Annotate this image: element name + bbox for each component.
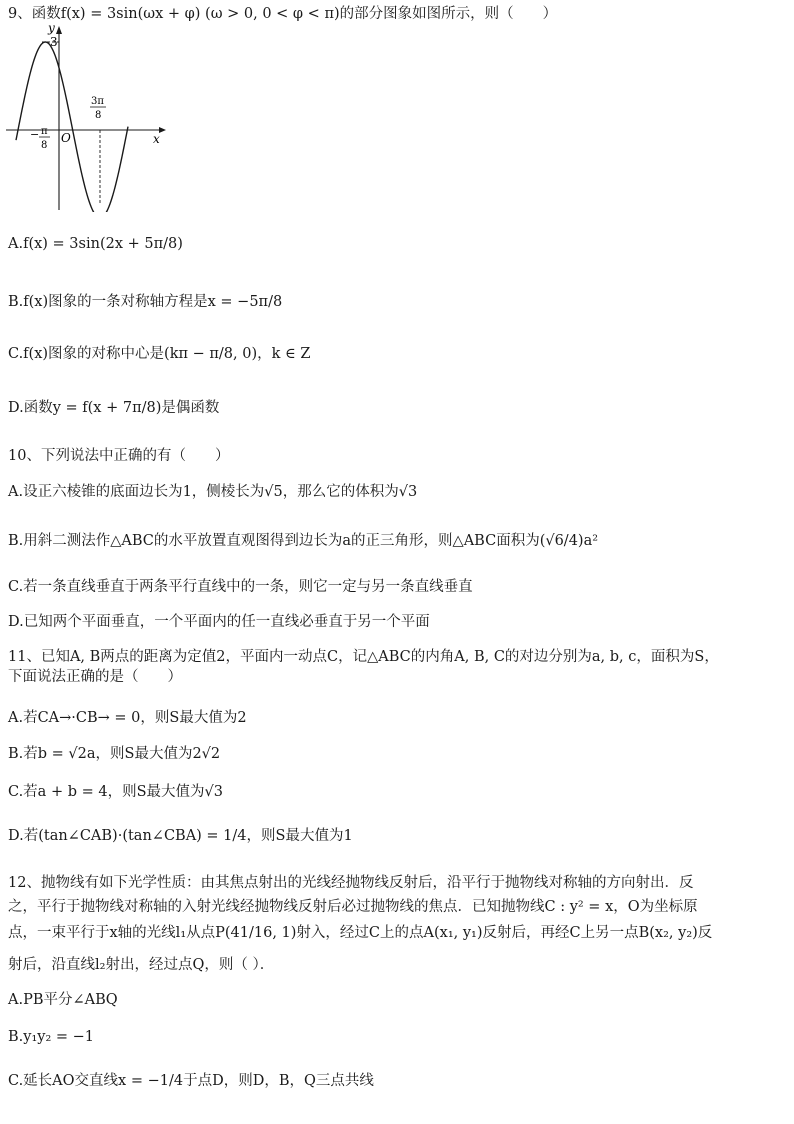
- q9-option-b: B.f(x)图象的一条对称轴方程是x = −5π/8: [8, 294, 283, 310]
- q11-stem-line1: 11、已知A, B两点的距离为定值2，平面内一动点C，记△ABC的内角A, B, C的对边分别为a, b, c，面积为S，: [8, 649, 719, 665]
- q9-max-label: 3: [50, 35, 58, 49]
- q12-stem-line2: 之，平行于抛物线对称轴的入射光线经抛物线反射后必过抛物线的焦点．已知抛物线C : y² = x，O为坐标原: [8, 899, 698, 915]
- q10-option-c: C.若一条直线垂直于两条平行直线中的一条，则它一定与另一条直线垂直: [8, 579, 473, 595]
- q9-origin-label: O: [61, 131, 71, 145]
- q9-x-label: x: [153, 132, 160, 146]
- q11-option-a: A.若CA→·CB→ = 0，则S最大值为2: [8, 710, 247, 726]
- q11-option-b: B.若b = √2a，则S最大值为2√2: [8, 746, 221, 762]
- q9-option-d: D.函数y = f(x + 7π/8)是偶函数: [8, 400, 220, 416]
- q10-option-d: D.已知两个平面垂直，一个平面内的任一直线必垂直于另一个平面: [8, 614, 430, 630]
- q9-left-tick-num: π: [41, 126, 48, 137]
- q9-right-tick-num: 3π: [91, 96, 104, 107]
- q9-stem: 9、函数f(x) = 3sin(ωx + φ) (ω > 0, 0 < φ < π)的部分图象如图所示，则（ ）: [8, 6, 558, 22]
- q9-sine-curve: [16, 42, 128, 212]
- q10-stem: 10、下列说法中正确的有（ ）: [8, 448, 230, 464]
- q12-option-a: A.PB平分∠ABQ: [8, 992, 118, 1008]
- q11-stem-line2: 下面说法正确的是（ ）: [8, 669, 182, 685]
- q12-stem-line4: 射后，沿直线l₂射出，经过点Q，则（ ）．: [8, 957, 275, 973]
- q9-option-a: A.f(x) = 3sin(2x + 5π/8): [8, 236, 183, 252]
- q12-stem-line3: 点，一束平行于x轴的光线l₁从点P(41/16, 1)射入，经过C上的点A(x₁, y₁)反射后，再经C上另一点B(x₂, y₂)反: [8, 925, 713, 941]
- q9-y-label: y: [48, 22, 55, 35]
- q9-sine-graph: [6, 22, 176, 212]
- q9-option-c: C.f(x)图象的对称中心是(kπ − π/8, 0)，k ∈ Z: [8, 346, 311, 362]
- q12-stem-line1: 12、抛物线有如下光学性质：由其焦点射出的光线经抛物线反射后，沿平行于抛物线对称轴的方向射出．反: [8, 875, 694, 891]
- q12-option-b: B.y₁y₂ = −1: [8, 1029, 95, 1045]
- q9-right-tick-den: 8: [95, 110, 102, 121]
- q11-option-c: C.若a + b = 4，则S最大值为√3: [8, 784, 223, 800]
- q12-option-c: C.延长AO交直线x = −1/4于点D，则D，B，Q三点共线: [8, 1073, 374, 1089]
- q10-option-b: B.用斜二测法作△ABC的水平放置直观图得到边长为a的正三角形，则△ABC面积为(√6/4)a²: [8, 533, 599, 549]
- q9-left-tick-den: 8: [41, 140, 48, 151]
- q10-option-a: A.设正六棱锥的底面边长为1，侧棱长为√5，那么它的体积为√3: [8, 484, 418, 500]
- q9-x-arrow-icon: [159, 127, 166, 133]
- q9-y-arrow-icon: [56, 26, 62, 34]
- q11-option-d: D.若(tan∠CAB)·(tan∠CBA) = 1/4，则S最大值为1: [8, 828, 353, 844]
- q9-left-tick-sign: −: [30, 128, 40, 141]
